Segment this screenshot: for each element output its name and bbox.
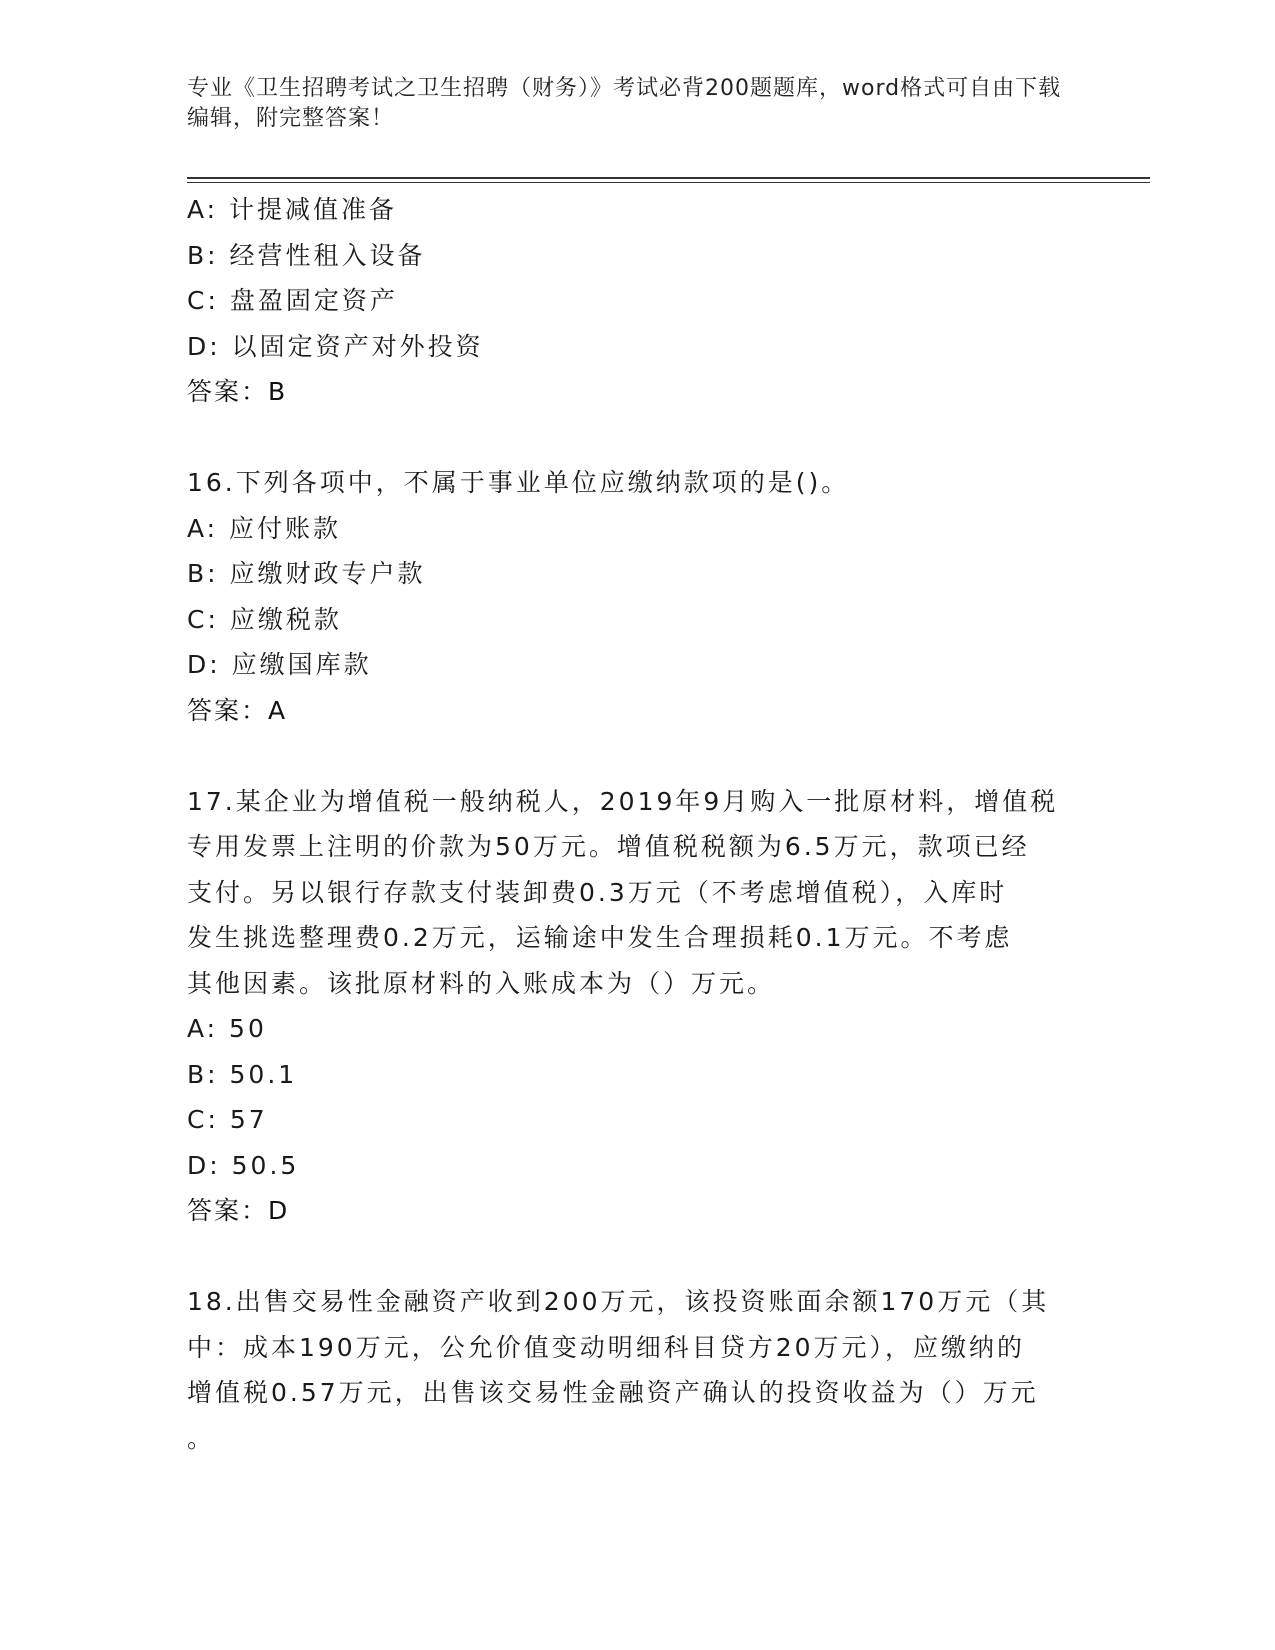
option-a: A: 50 — [187, 1014, 267, 1043]
question-stem-line: 17.某企业为增值税一般纳税人，2019年9月购入一批原材料，增值税 — [187, 786, 1059, 816]
option-a: A: 应付账款 — [187, 513, 342, 543]
question-stem-line: 发生挑选整理费0.2万元，运输途中发生合理损耗0.1万元。不考虑 — [187, 923, 1013, 952]
question-stem-line: 专用发票上注明的价款为50万元。增值税税额为6.5万元，款项已经 — [187, 832, 1030, 861]
question-stem-line: 18.出售交易性金融资产收到200万元，该投资账面余额170万元（其 — [187, 1287, 1050, 1316]
answer: 答案：A — [187, 695, 286, 725]
option-a: A: 计提减值准备 — [187, 195, 398, 224]
question-stem: 16.下列各项中，不属于事业单位应缴纳款项的是()。 — [187, 468, 850, 497]
option-c: C: 57 — [187, 1105, 268, 1134]
question-stem-line: 增值税0.57万元，出售该交易性金融资产确认的投资收益为（）万元 — [187, 1378, 1039, 1407]
spacer — [187, 733, 1067, 779]
question-18 — [187, 1279, 1067, 1461]
option-b: B: 应缴财政专户款 — [187, 559, 426, 588]
document-body — [187, 187, 1067, 1461]
header-text: 专业《卫生招聘考试之卫生招聘（财务）》考试必背200题题库，word格式可自由下载编辑，附完整答案！ — [187, 76, 1062, 131]
option-d: D: 50.5 — [187, 1150, 300, 1180]
question-stem-line: 。 — [187, 1423, 216, 1453]
option-c: C: 应缴税款 — [187, 604, 342, 634]
spacer — [187, 415, 1067, 461]
option-c: C: 盘盈固定资产 — [187, 286, 398, 315]
option-d: D: 以固定资产对外投资 — [187, 331, 484, 361]
question-17 — [187, 779, 1067, 1234]
option-d: D: 应缴国库款 — [187, 650, 372, 679]
question-stem-line: 中：成本190万元，公允价值变动明细科目贷方20万元），应缴纳的 — [187, 1332, 1026, 1362]
option-b: B: 50.1 — [187, 1059, 298, 1089]
question-15-continuation — [187, 187, 1067, 415]
answer: 答案：D — [187, 1196, 288, 1225]
question-stem-line: 其他因素。该批原材料的入账成本为（）万元。 — [187, 968, 776, 998]
document-header — [187, 74, 1067, 134]
question-stem-line: 支付。另以银行存款支付装卸费0.3万元（不考虑增值税），入库时 — [187, 877, 1008, 907]
header-divider-thin — [187, 182, 1150, 183]
question-16 — [187, 460, 1067, 733]
answer: 答案：B — [187, 377, 286, 406]
spacer — [187, 1234, 1067, 1280]
header-divider-thick — [187, 177, 1150, 179]
option-b: B: 经营性租入设备 — [187, 240, 426, 270]
